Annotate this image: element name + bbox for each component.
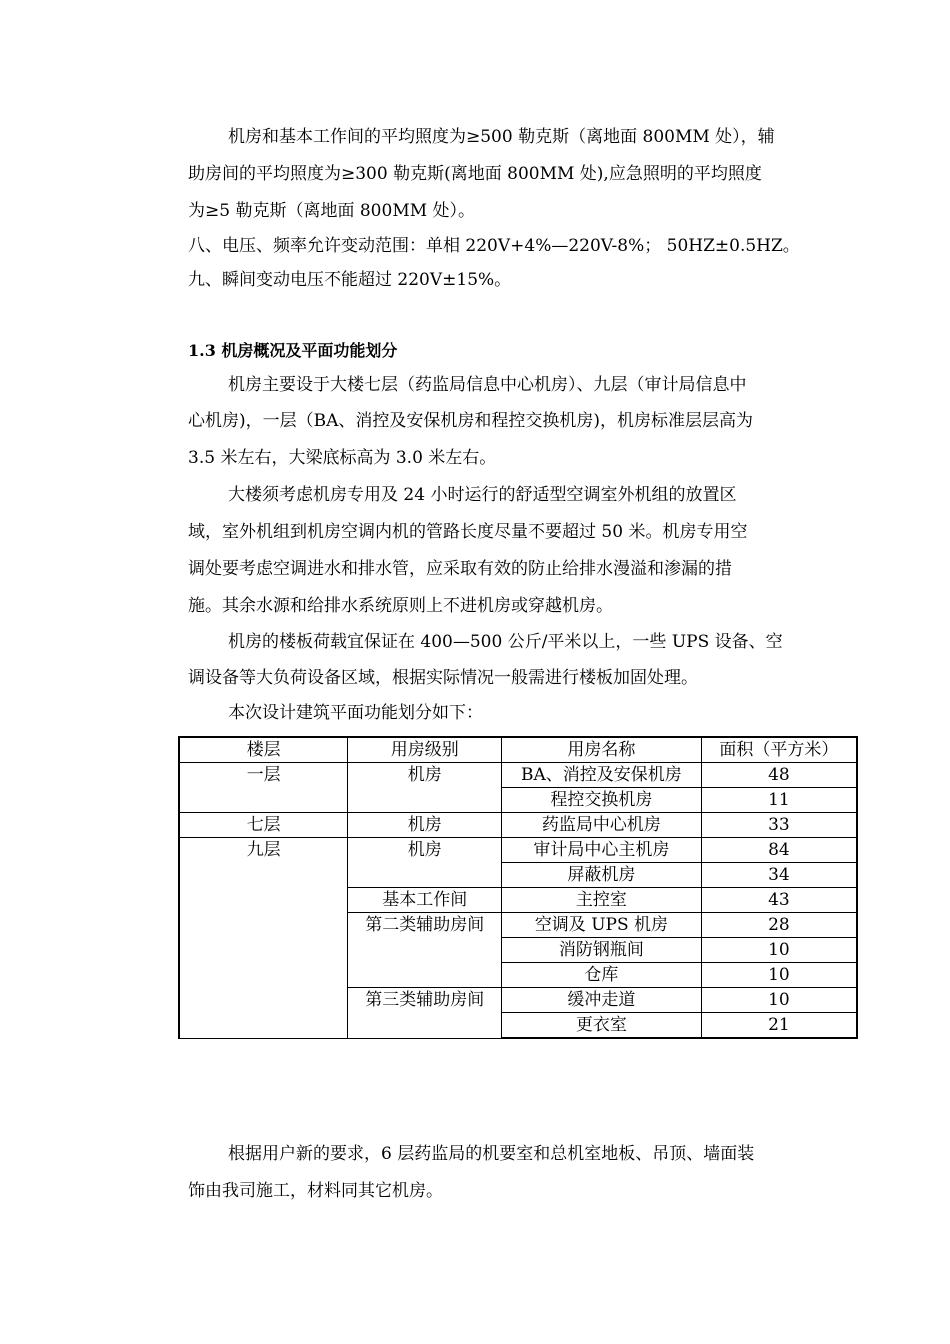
area-cell: 28	[701, 913, 857, 938]
illumination-line-3: 为≥5 勒克斯（离地面 800MM 处）。	[188, 201, 476, 221]
room-name-cell: 消防钢瓶间	[502, 938, 702, 963]
aircon-line-4: 施。其余水源和给排水系统原则上不进机房或穿越机房。	[188, 596, 613, 616]
floor-load-line-2: 调设备等大负荷设备区域，根据实际情况一般需进行楼板加固处理。	[188, 668, 698, 688]
header-level: 用房级别	[348, 737, 502, 763]
overview-line-1: 机房主要设于大楼七层（药监局信息中心机房）、九层（审计局信息中	[228, 375, 747, 395]
illumination-line-1: 机房和基本工作间的平均照度为≥500 勒克斯（离地面 800MM 处），辅	[228, 127, 775, 147]
floor-load-line-1: 机房的楼板荷载宜保证在 400—500 公斤/平米以上，一些 UPS 设备、空	[228, 632, 783, 652]
table-header-row	[179, 737, 857, 763]
room-name-cell: BA、消控及安保机房	[502, 763, 702, 788]
table-row	[179, 838, 857, 863]
table-intro: 本次设计建筑平面功能划分如下：	[228, 703, 483, 723]
area-cell: 33	[701, 813, 857, 838]
aircon-line-3: 调处要考虑空调进水和排水管，应采取有效的防止给排水漫溢和渗漏的措	[188, 559, 732, 579]
area-cell: 21	[701, 1013, 857, 1039]
aircon-line-2: 域，室外机组到机房空调内机的管路长度尽量不要超过 50 米。机房专用空	[188, 522, 748, 542]
overview-line-2: 心机房)，一层（BA、消控及安保机房和程控交换机房)，机房标准层层高为	[188, 411, 754, 431]
room-name-cell: 更衣室	[502, 1013, 702, 1039]
header-floor: 楼层	[179, 737, 348, 763]
floor-cell: 一层	[179, 763, 348, 813]
section-heading: 1.3 机房概况及平面功能划分	[188, 341, 398, 360]
area-cell: 10	[701, 963, 857, 988]
room-name-cell: 药监局中心机房	[502, 813, 702, 838]
aircon-line-1: 大楼须考虑机房专用及 24 小时运行的舒适型空调室外机组的放置区	[228, 485, 737, 505]
level-cell: 第二类辅助房间	[348, 913, 502, 988]
requirement-line-1: 根据用户新的要求，6 层药监局的机要室和总机室地板、吊顶、墙面装	[228, 1144, 755, 1164]
area-cell: 43	[701, 888, 857, 913]
illumination-line-2: 助房间的平均照度为≥300 勒克斯(离地面 800MM 处),应急照明的平均照度	[188, 164, 762, 184]
level-cell: 机房	[348, 763, 502, 813]
function-division-table	[178, 736, 858, 1039]
transient-voltage-item: 九、瞬间变动电压不能超过 220V±15%。	[188, 270, 512, 290]
table-row	[179, 763, 857, 788]
area-cell: 11	[701, 788, 857, 813]
room-name-cell: 空调及 UPS 机房	[502, 913, 702, 938]
header-area: 面积（平方米）	[701, 737, 857, 763]
floor-cell: 七层	[179, 813, 348, 838]
room-name-cell: 屏蔽机房	[502, 863, 702, 888]
room-name-cell: 主控室	[502, 888, 702, 913]
level-cell: 机房	[348, 813, 502, 838]
area-cell: 10	[701, 938, 857, 963]
room-name-cell: 缓冲走道	[502, 988, 702, 1013]
level-cell: 第三类辅助房间	[348, 988, 502, 1039]
floor-cell: 九层	[179, 838, 348, 1039]
area-cell: 34	[701, 863, 857, 888]
level-cell: 基本工作间	[348, 888, 502, 913]
area-cell: 48	[701, 763, 857, 788]
area-cell: 84	[701, 838, 857, 863]
table-row	[179, 813, 857, 838]
header-room-name: 用房名称	[502, 737, 702, 763]
room-name-cell: 审计局中心主机房	[502, 838, 702, 863]
room-name-cell: 仓库	[502, 963, 702, 988]
room-name-cell: 程控交换机房	[502, 788, 702, 813]
level-cell: 机房	[348, 838, 502, 888]
requirement-line-2: 饰由我司施工，材料同其它机房。	[188, 1181, 443, 1201]
voltage-frequency-item: 八、电压、频率允许变动范围：单相 220V+4%—220V-8%； 50HZ±0.5HZ。	[188, 236, 800, 256]
area-cell: 10	[701, 988, 857, 1013]
overview-line-3: 3.5 米左右，大梁底标高为 3.0 米左右。	[188, 448, 497, 468]
